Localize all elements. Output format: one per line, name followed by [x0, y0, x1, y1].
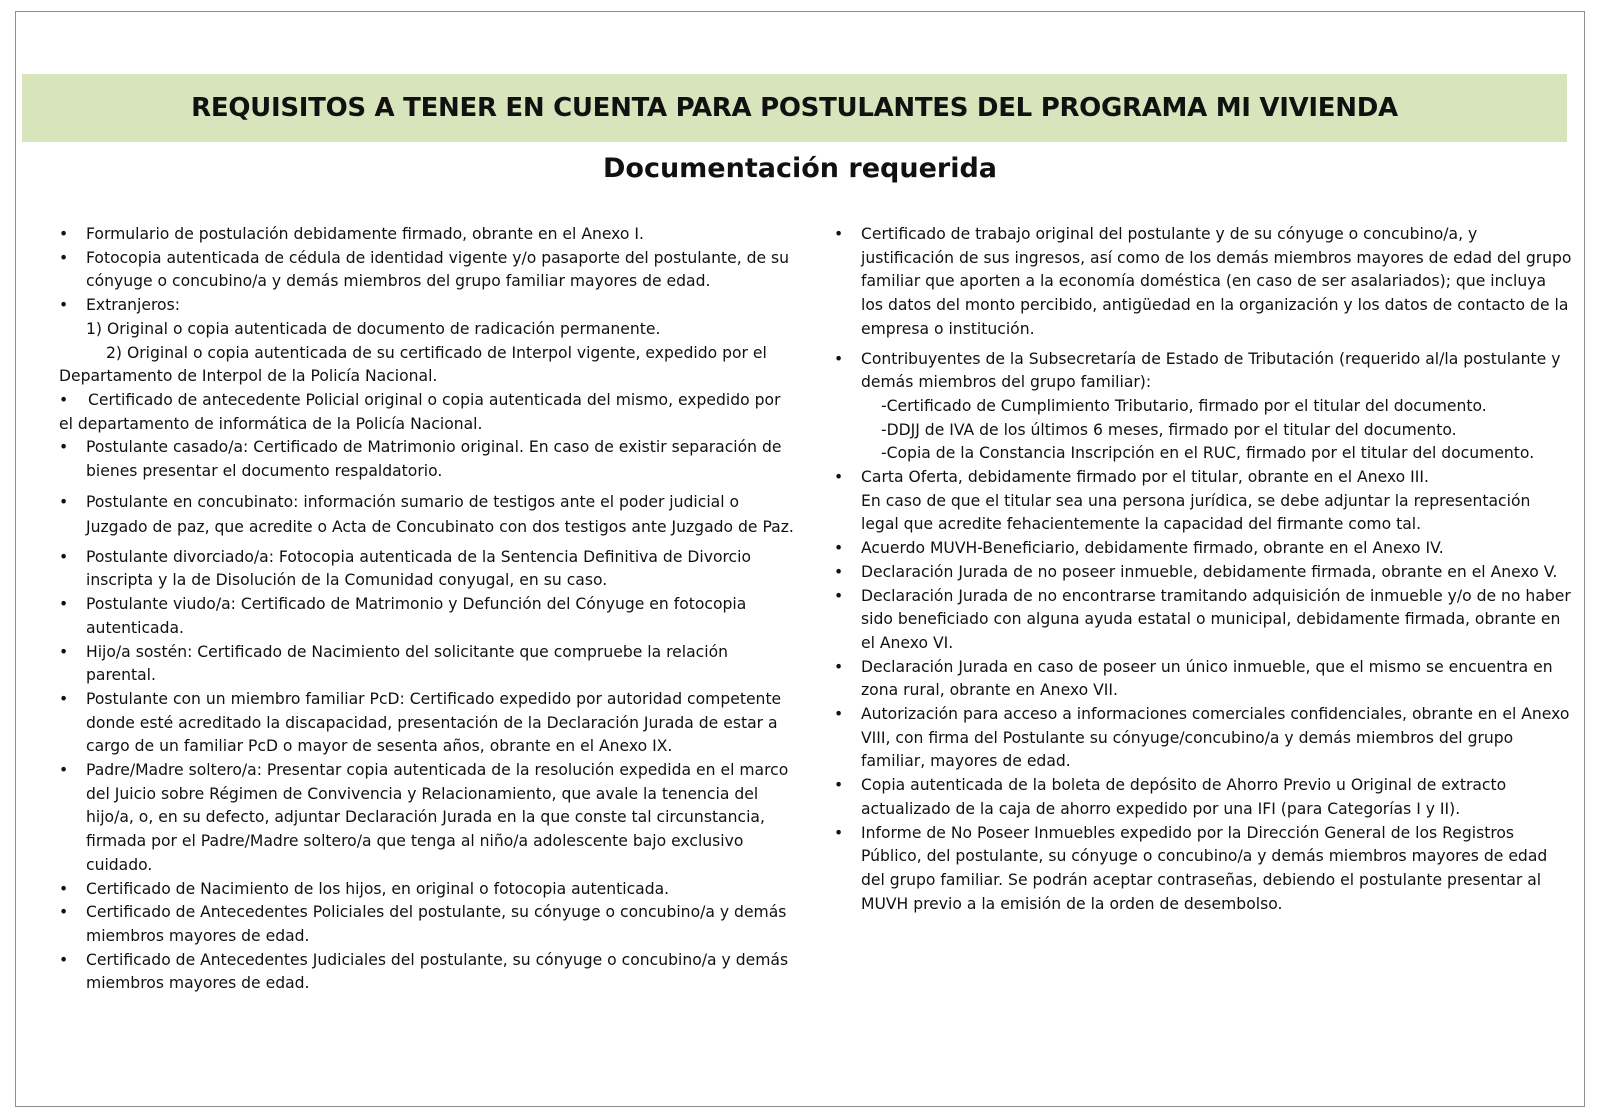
list-item: • Certificado de trabajo original del postulante y de su cónyuge o concubino/a, y justificación de sus ingresos, así como de los demás miembros mayores de edad del grupo familiar que aporten a la economía doméstica (en caso de ser asalariados); que incluya los datos del monto percibido, antigüedad en la organización y los datos de contacto de la empresa o institución.: [834, 223, 1572, 342]
list-item: • Postulante en concubinato: información sumario de testigos ante el poder judicial o Juzgado de paz, que acredite o Acta de Concubinato con dos testigos ante Juzgado de Paz.: [59, 490, 799, 540]
list-item: • Certificado de Antecedentes Judiciales del postulante, su cónyuge o concubino/a y demás miembros mayores de edad.: [59, 949, 799, 996]
list-item: • Acuerdo MUVH-Beneficiario, debidamente firmado, obrante en el Anexo IV.: [834, 537, 1572, 561]
list-item: • Declaración Jurada de no poseer inmueble, debidamente firmada, obrante en el Anexo V.: [834, 561, 1572, 585]
list-item: • Copia autenticada de la boleta de depósito de Ahorro Previo u Original de extracto actualizado de la caja de ahorro expedido por una IFI (para Categorías I y II).: [834, 774, 1572, 821]
section-subtitle: Documentación requerida: [602, 153, 998, 184]
requirements-list-right: [834, 223, 1572, 916]
list-item: • Informe de No Poseer Inmuebles expedido por la Dirección General de los Registros Público, del postulante, su cónyuge o concubino/a y demás miembros mayores de edad del grupo familiar. Se podrán aceptar contraseñas, debiendo el postulante presentar al MUVH previo a la emisión de la orden de desembolso.: [834, 822, 1572, 917]
list-item: • Postulante viudo/a: Certificado de Matrimonio y Defunción del Cónyuge en fotocopia autenticada.: [59, 593, 799, 640]
list-item: • Certificado de Antecedentes Policiales del postulante, su cónyuge o concubino/a y demás miembros mayores de edad.: [59, 901, 799, 948]
list-item: • Postulante con un miembro familiar PcD: Certificado expedido por autoridad competente donde esté acreditado la discapacidad, presentación de la Declaración Jurada de estar a cargo de un familiar PcD o mayor de sesenta años, obrante en el Anexo IX.: [59, 688, 799, 759]
left-column: [59, 223, 799, 996]
list-item: • Contribuyentes de la Subsecretaría de Estado de Tributación (requerido al/la postulante y demás miembros del grupo familiar): -Certificado de Cumplimiento Tributario, firmado por el titular del documento. -DDJJ de IVA de los últimos 6 meses, firmado por el titular del documento. -Copia de la Constancia Inscripción en el RUC, firmado por el titular del documento.: [834, 348, 1572, 467]
list-item: • Declaración Jurada de no encontrarse tramitando adquisición de inmueble y/o de no haber sido beneficiado con alguna ayuda estatal o municipal, debidamente firmada, obrante en el Anexo VI.: [834, 585, 1572, 656]
list-item: • Padre/Madre soltero/a: Presentar copia autenticada de la resolución expedida en el marco del Juicio sobre Régimen de Convivencia y Relacionamiento, que avale la tenencia del hijo/a, o, en su defecto, adjuntar Declaración Jurada en la que conste tal circunstancia, firmada por el Padre/Madre soltero/a que tenga al niño/a adolescente bajo exclusivo cuidado.: [59, 759, 799, 878]
page-title: REQUISITOS A TENER EN CUENTA PARA POSTULANTES DEL PROGRAMA MI VIVIENDA: [191, 93, 1398, 123]
list-item: • Postulante casado/a: Certificado de Matrimonio original. En caso de existir separación de bienes presentar el documento respaldatorio.: [59, 436, 799, 483]
list-item: • Postulante divorciado/a: Fotocopia autenticada de la Sentencia Definitiva de Divorcio inscripta y la de Disolución de la Comunidad conyugal, en su caso.: [59, 546, 799, 593]
right-column: [834, 223, 1572, 916]
title-banner: [22, 74, 1567, 142]
list-item: • Certificado de Nacimiento de los hijos, en original o fotocopia autenticada.: [59, 878, 799, 902]
list-item: • Hijo/a sostén: Certificado de Nacimiento del solicitante que compruebe la relación parental.: [59, 641, 799, 688]
list-item: • Formulario de postulación debidamente firmado, obrante en el Anexo I.: [59, 223, 799, 247]
list-item: • Fotocopia autenticada de cédula de identidad vigente y/o pasaporte del postulante, de su cónyuge o concubino/a y demás miembros del grupo familiar mayores de edad.: [59, 247, 799, 294]
list-item: • Carta Oferta, debidamente firmado por el titular, obrante en el Anexo III. En caso de que el titular sea una persona jurídica, se debe adjuntar la representación legal que acredite fehacientemente la capacidad del firmante como tal.: [834, 466, 1572, 537]
list-item: • Declaración Jurada en caso de poseer un único inmueble, que el mismo se encuentra en zona rural, obrante en Anexo VII.: [834, 656, 1572, 703]
list-item: • Autorización para acceso a informaciones comerciales confidenciales, obrante en el Anexo VIII, con firma del Postulante su cónyuge/concubino/a y demás miembros del grupo familiar, mayores de edad.: [834, 703, 1572, 774]
list-item: • Certificado de antecedente Policial original o copia autenticada del mismo, expedido por el departamento de informática de la Policía Nacional.: [59, 389, 799, 436]
requirements-list-left: [59, 223, 799, 996]
list-item: • Extranjeros: 1) Original o copia autenticada de documento de radicación permanente. 2) Original o copia autenticada de su certificado de Interpol vigente, expedido por el Departamento de Interpol de la Policía Nacional.: [59, 294, 799, 389]
